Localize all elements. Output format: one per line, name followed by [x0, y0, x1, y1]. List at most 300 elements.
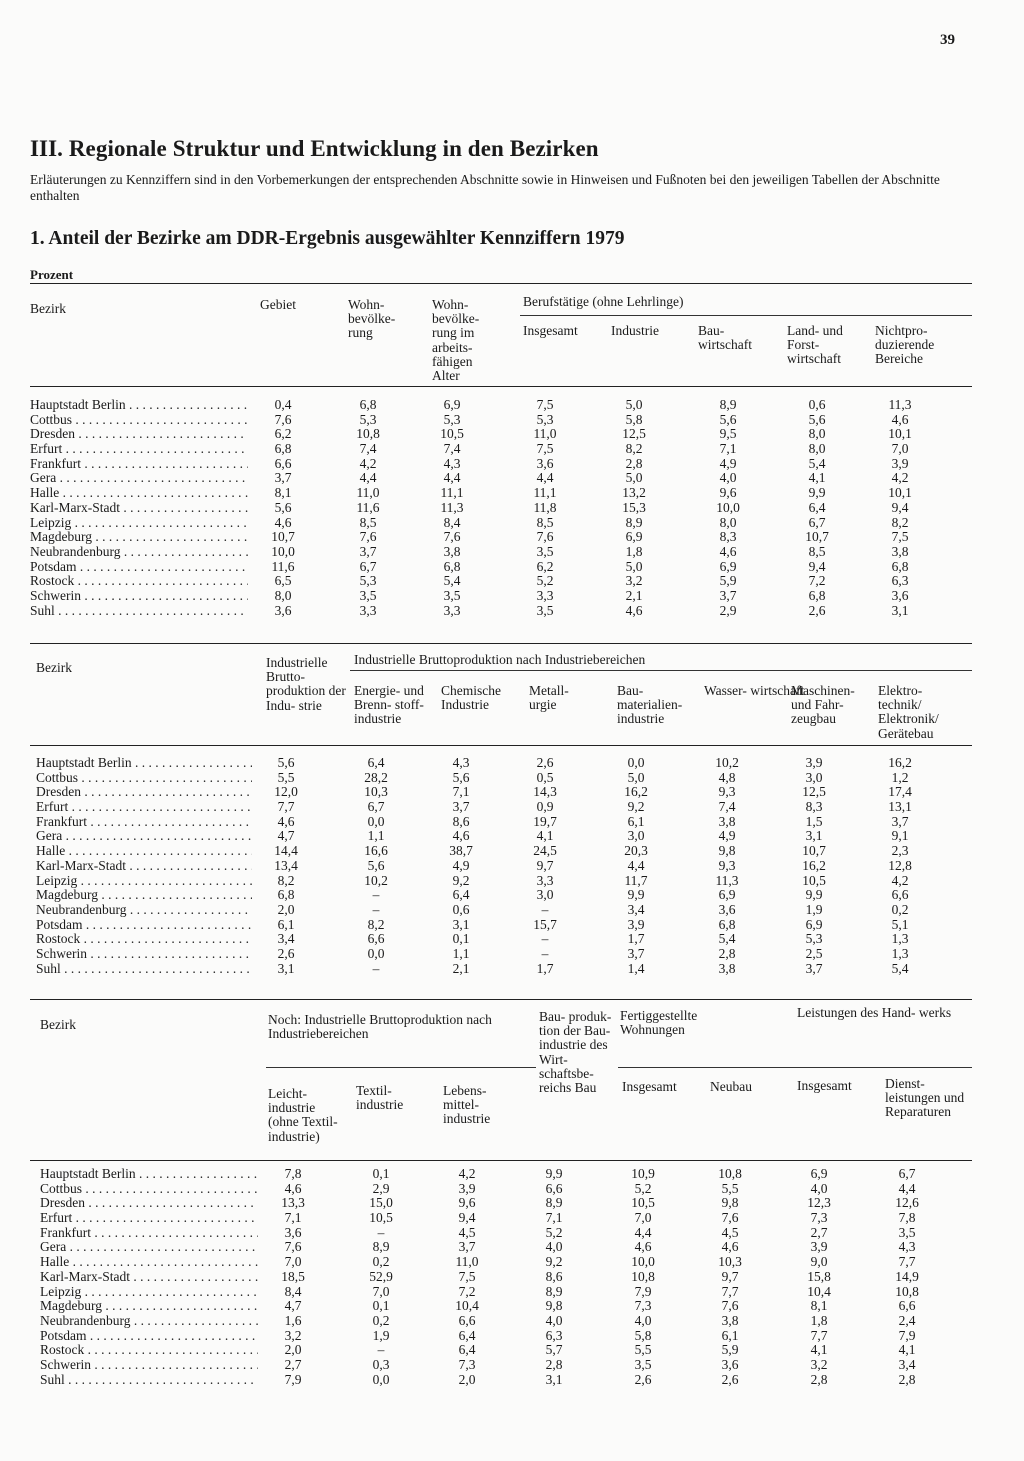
table-row [30, 457, 972, 472]
value-cell: 4,1 [536, 828, 554, 844]
value-cell: 15,0 [369, 1195, 393, 1211]
value-cell: 0,1 [452, 931, 470, 947]
value-cell: 6,9 [443, 397, 461, 412]
value-cell: 5,2 [536, 573, 554, 589]
value-cell: 9,3 [718, 784, 736, 800]
value-cell: 11,1 [533, 485, 557, 501]
bezirk-name: Erfurt . . . [36, 800, 252, 815]
value-cell: 9,4 [891, 499, 909, 515]
value-cell: 6,4 [452, 887, 470, 903]
table-row [30, 1329, 972, 1344]
value-cell: 10,8 [718, 1166, 742, 1181]
value-cell: 1,7 [536, 960, 554, 976]
value-cell: 3,2 [810, 1356, 828, 1372]
value-cell: 9,0 [810, 1254, 828, 1270]
table-row [30, 560, 972, 575]
value-cell: 3,5 [634, 1356, 652, 1372]
value-cell: 15,3 [622, 499, 646, 515]
value-cell: 3,9 [458, 1180, 476, 1196]
value-cell: 7,7 [721, 1283, 739, 1299]
value-cell: 4,4 [536, 470, 554, 486]
value-cell: 10,5 [802, 872, 826, 888]
value-cell: 4,0 [634, 1312, 652, 1328]
value-cell: 8,0 [274, 587, 292, 603]
bezirk-name: Rostock . . . [40, 1343, 258, 1358]
value-cell: 7,6 [443, 529, 461, 545]
value-cell: 3,1 [277, 960, 295, 976]
table-row [30, 962, 972, 977]
value-cell: 6,4 [458, 1342, 476, 1358]
value-cell: 0,6 [452, 901, 470, 917]
value-cell: 2,5 [805, 945, 823, 961]
value-cell: 18,5 [281, 1268, 305, 1284]
value-cell: 8,6 [545, 1268, 563, 1284]
value-cell: 12,0 [274, 784, 298, 800]
value-cell: 6,7 [808, 514, 826, 530]
value-cell: 3,0 [805, 769, 823, 785]
value-cell: 5,0 [625, 470, 643, 486]
column-header: Insgesamt [797, 1078, 852, 1093]
value-cell: 7,5 [536, 397, 554, 412]
table-row [30, 1373, 972, 1388]
table-row [30, 1240, 972, 1255]
value-cell: 0,0 [627, 755, 645, 770]
value-cell: 6,3 [545, 1327, 563, 1343]
value-cell: – [372, 901, 380, 917]
value-cell: 7,6 [721, 1298, 739, 1314]
column-header: Insgesamt [622, 1079, 677, 1094]
value-cell: 0,6 [808, 397, 826, 412]
value-cell: 4,9 [452, 857, 470, 873]
value-cell: 7,3 [810, 1210, 828, 1226]
value-cell: 4,3 [452, 755, 470, 770]
value-cell: 2,6 [721, 1371, 739, 1387]
value-cell: 4,0 [810, 1180, 828, 1196]
value-cell: 11,0 [533, 426, 557, 442]
value-cell: 52,9 [369, 1268, 393, 1284]
value-cell: 10,9 [631, 1166, 655, 1181]
column-header: Lebens- mittel- industrie [443, 1083, 491, 1127]
bezirk-name: Rostock . . . [36, 932, 252, 947]
value-cell: 10,0 [631, 1254, 655, 1270]
value-cell: 2,8 [898, 1371, 916, 1387]
value-cell: 10,1 [888, 426, 912, 442]
bezirk-name: Frankfurt . . . [40, 1226, 258, 1241]
value-cell: 9,9 [627, 887, 645, 903]
value-cell: 6,9 [718, 887, 736, 903]
value-cell: 4,6 [634, 1239, 652, 1255]
value-cell: 11,7 [624, 872, 648, 888]
value-cell: 1,3 [891, 931, 909, 947]
stub-header: Bezirk [30, 301, 66, 316]
value-cell: 16,2 [802, 857, 826, 873]
value-cell: 13,1 [888, 799, 912, 815]
value-cell: 3,7 [719, 587, 737, 603]
column-header: Energie- und Brenn- stoff- industrie [354, 683, 424, 727]
value-cell: 16,6 [364, 843, 388, 859]
value-cell: 9,3 [718, 857, 736, 873]
value-cell: 14,4 [274, 843, 298, 859]
bezirk-name: Hauptstadt Berlin . . . [36, 756, 252, 771]
bezirk-name: Frankfurt . . . [30, 457, 248, 472]
value-cell: 1,3 [891, 945, 909, 961]
value-cell: 7,1 [284, 1210, 302, 1226]
value-cell: 10,2 [364, 872, 388, 888]
value-cell: 20,3 [624, 843, 648, 859]
column-header: Elektro- technik/ Elektronik/ Gerätebau [878, 683, 939, 741]
value-cell: 2,1 [452, 960, 470, 976]
bezirk-name: Gera . . . [40, 1240, 258, 1255]
table-row [30, 903, 972, 918]
value-cell: 8,2 [891, 514, 909, 530]
value-cell: 10,7 [805, 529, 829, 545]
bezirk-name: Magdeburg . . . [30, 530, 248, 545]
column-header: Chemische Industrie [441, 683, 501, 713]
value-cell: 7,9 [634, 1283, 652, 1299]
value-cell: 4,7 [284, 1298, 302, 1314]
value-cell: 16,2 [888, 755, 912, 770]
value-cell: 9,8 [545, 1298, 563, 1314]
bezirk-name: Leipzig . . . [36, 874, 252, 889]
group-header: Industrielle Bruttoproduktion nach Industriebereichen [354, 652, 646, 667]
value-cell: 1,9 [372, 1327, 390, 1343]
value-cell: 10,0 [271, 543, 295, 559]
bezirk-name: Neubrandenburg . . . [36, 903, 252, 918]
value-cell: 4,2 [891, 470, 909, 486]
value-cell: 1,7 [627, 931, 645, 947]
value-cell: 7,6 [359, 529, 377, 545]
bezirk-name: Schwerin . . . [36, 947, 252, 962]
value-cell: 9,4 [808, 558, 826, 574]
value-cell: 5,7 [545, 1342, 563, 1358]
value-cell: 8,0 [808, 426, 826, 442]
value-cell: 5,1 [891, 916, 909, 932]
value-cell: 10,3 [718, 1254, 742, 1270]
value-cell: 10,5 [440, 426, 464, 442]
value-cell: 6,4 [808, 499, 826, 515]
bezirk-name: Potsdam . . . [30, 560, 248, 575]
value-cell: 4,9 [719, 455, 737, 471]
value-cell: 2,6 [277, 945, 295, 961]
bezirk-name: Hauptstadt Berlin . . . [30, 398, 248, 413]
value-cell: 5,4 [718, 931, 736, 947]
value-cell: 9,4 [458, 1210, 476, 1226]
value-cell: 3,7 [359, 543, 377, 559]
value-cell: 0,3 [372, 1356, 390, 1372]
value-cell: 24,5 [533, 843, 557, 859]
value-cell: 5,3 [359, 573, 377, 589]
value-cell: 3,5 [536, 602, 554, 618]
value-cell: 3,7 [274, 470, 292, 486]
value-cell: 0,0 [367, 813, 385, 829]
value-cell: 6,8 [808, 587, 826, 603]
table-row [30, 604, 972, 619]
value-cell: 8,5 [808, 543, 826, 559]
bezirk-name: Suhl . . . [30, 604, 248, 619]
value-cell: 3,2 [625, 573, 643, 589]
value-cell: 4,6 [277, 813, 295, 829]
value-cell: 7,0 [891, 441, 909, 457]
group-header: Fertiggestellte Wohnungen [620, 1008, 698, 1038]
value-cell: 6,9 [719, 558, 737, 574]
table-row [30, 844, 972, 859]
value-cell: 6,8 [274, 441, 292, 457]
value-cell: 10,7 [802, 843, 826, 859]
column-header: Bau- materialien- industrie [617, 683, 683, 727]
column-header: Insgesamt [523, 323, 578, 338]
group-header: Noch: Industrielle Bruttoproduktion nach Industriebereichen [268, 1012, 492, 1042]
value-cell: 3,4 [898, 1356, 916, 1372]
value-cell: 3,1 [891, 602, 909, 618]
table-row [30, 442, 972, 457]
value-cell: 7,3 [458, 1356, 476, 1372]
table-row [30, 1167, 972, 1182]
value-cell: 9,2 [545, 1254, 563, 1270]
value-cell: 4,2 [359, 455, 377, 471]
value-cell: 5,0 [625, 397, 643, 412]
unit-label: Prozent [30, 267, 74, 282]
table-row [30, 1314, 972, 1329]
value-cell: 10,1 [888, 485, 912, 501]
value-cell: 8,9 [372, 1239, 390, 1255]
value-cell: 3,9 [627, 916, 645, 932]
bezirk-name: Halle . . . [36, 844, 252, 859]
table-row [30, 471, 972, 486]
value-cell: 5,2 [634, 1180, 652, 1196]
value-cell: – [541, 945, 549, 961]
value-cell: 7,1 [719, 441, 737, 457]
value-cell: 11,0 [356, 485, 380, 501]
value-cell: 11,3 [440, 499, 464, 515]
bezirk-name: Dresden . . . [36, 785, 252, 800]
value-cell: 3,8 [721, 1312, 739, 1328]
table-row [30, 427, 972, 442]
value-cell: 6,6 [458, 1312, 476, 1328]
value-cell: 7,6 [274, 411, 292, 427]
value-cell: 3,7 [458, 1239, 476, 1255]
value-cell: 6,8 [359, 397, 377, 412]
value-cell: 12,5 [622, 426, 646, 442]
value-cell: 5,4 [443, 573, 461, 589]
value-cell: 3,5 [359, 587, 377, 603]
bezirk-name: Gera . . . [30, 471, 248, 486]
table-row [30, 874, 972, 889]
value-cell: 5,3 [359, 411, 377, 427]
value-cell: 8,5 [359, 514, 377, 530]
value-cell: 4,5 [721, 1224, 739, 1240]
value-cell: 6,6 [545, 1180, 563, 1196]
value-cell: 6,7 [898, 1166, 916, 1181]
value-cell: 4,8 [718, 769, 736, 785]
value-cell: 9,9 [808, 485, 826, 501]
value-cell: 13,4 [274, 857, 298, 873]
table-row [30, 888, 972, 903]
value-cell: 10,2 [715, 755, 739, 770]
value-cell: 9,1 [891, 828, 909, 844]
bezirk-name: Neubrandenburg . . . [30, 545, 248, 560]
value-cell: 11,1 [440, 485, 464, 501]
value-cell: 1,8 [625, 543, 643, 559]
value-cell: 3,9 [805, 755, 823, 770]
column-header: Maschinen- und Fahr- zeugbau [791, 683, 855, 727]
bezirk-name: Karl-Marx-Stadt . . . [36, 859, 252, 874]
bezirk-name: Magdeburg . . . [36, 888, 252, 903]
value-cell: 1,8 [810, 1312, 828, 1328]
value-cell: – [541, 931, 549, 947]
value-cell: 15,7 [533, 916, 557, 932]
table-row [30, 1285, 972, 1300]
value-cell: 6,6 [274, 455, 292, 471]
table-row [30, 947, 972, 962]
value-cell: 8,4 [443, 514, 461, 530]
value-cell: 6,6 [367, 931, 385, 947]
bezirk-name: Frankfurt . . . [36, 815, 252, 830]
value-cell: 9,5 [719, 426, 737, 442]
table-row [30, 1196, 972, 1211]
value-cell: 14,3 [533, 784, 557, 800]
value-cell: 2,0 [277, 901, 295, 917]
table-row [30, 1270, 972, 1285]
bezirk-name: Cottbus . . . [30, 413, 248, 428]
value-cell: 16,2 [624, 784, 648, 800]
value-cell: 3,6 [536, 455, 554, 471]
value-cell: 7,9 [898, 1327, 916, 1343]
value-cell: – [377, 1342, 385, 1358]
value-cell: 3,8 [718, 960, 736, 976]
value-cell: 4,3 [443, 455, 461, 471]
value-cell: 19,7 [533, 813, 557, 829]
value-cell: 8,3 [719, 529, 737, 545]
value-cell: 9,8 [721, 1195, 739, 1211]
value-cell: 2,8 [718, 945, 736, 961]
value-cell: 4,9 [718, 828, 736, 844]
value-cell: 0,9 [536, 799, 554, 815]
table-row [30, 486, 972, 501]
value-cell: 2,3 [891, 843, 909, 859]
bezirk-name: Schwerin . . . [40, 1358, 258, 1373]
value-cell: 6,4 [367, 755, 385, 770]
value-cell: 8,9 [545, 1195, 563, 1211]
bezirk-name: Halle . . . [30, 486, 248, 501]
table-row [30, 800, 972, 815]
value-cell: 5,3 [536, 411, 554, 427]
table-row [30, 932, 972, 947]
intro-text: Erläuterungen zu Kennziffern sind in den Vorbemerkungen der entsprechenden Abschnitte sowie in Hinweisen und Fußnoten bei den jeweiligen Tabellen der Abschnitte enthalten [30, 172, 940, 203]
column-header: Wohn- bevölke- rung im arbeits- fähigen Alter [432, 297, 480, 384]
page-number: 39 [940, 32, 955, 48]
value-cell: 5,6 [274, 499, 292, 515]
value-cell: 7,5 [891, 529, 909, 545]
value-cell: 28,2 [364, 769, 388, 785]
value-cell: 10,7 [271, 529, 295, 545]
value-cell: 11,3 [888, 397, 912, 412]
value-cell: 0,0 [372, 1371, 390, 1387]
column-header: Land- und Forst- wirtschaft [787, 323, 843, 367]
table-section-1 [30, 283, 972, 628]
value-cell: 2,8 [545, 1356, 563, 1372]
value-cell: 0,2 [891, 901, 909, 917]
value-cell: 3,7 [805, 960, 823, 976]
value-cell: 4,2 [891, 872, 909, 888]
value-cell: 7,1 [452, 784, 470, 800]
table-body [30, 756, 972, 976]
value-cell: 2,6 [634, 1371, 652, 1387]
table-row [30, 771, 972, 786]
column-header: Industrielle Brutto- produktion der Indu- strie [266, 655, 346, 713]
value-cell: 6,1 [627, 813, 645, 829]
value-cell: 12,3 [807, 1195, 831, 1211]
value-cell: 7,6 [536, 529, 554, 545]
value-cell: 4,4 [359, 470, 377, 486]
value-cell: – [541, 901, 549, 917]
value-cell: 4,6 [719, 543, 737, 559]
value-cell: 10,8 [631, 1268, 655, 1284]
value-cell: 7,8 [898, 1210, 916, 1226]
value-cell: 5,3 [805, 931, 823, 947]
table-row [30, 501, 972, 516]
bezirk-name: Potsdam . . . [36, 918, 252, 933]
value-cell: 38,7 [449, 843, 473, 859]
value-cell: 0,1 [372, 1166, 390, 1181]
table-row [30, 859, 972, 874]
value-cell: 4,4 [898, 1180, 916, 1196]
value-cell: 6,2 [536, 558, 554, 574]
value-cell: 5,9 [721, 1342, 739, 1358]
table-row [30, 785, 972, 800]
value-cell: 15,8 [807, 1268, 831, 1284]
value-cell: 7,7 [898, 1254, 916, 1270]
value-cell: 9,9 [805, 887, 823, 903]
column-header: Metall- urgie [529, 683, 569, 713]
bezirk-name: Schwerin . . . [30, 589, 248, 604]
table-row [30, 398, 972, 413]
value-cell: 9,9 [545, 1166, 563, 1181]
value-cell: 9,7 [536, 857, 554, 873]
value-cell: 5,6 [719, 411, 737, 427]
value-cell: 8,9 [625, 514, 643, 530]
value-cell: 7,8 [284, 1166, 302, 1181]
bezirk-name: Cottbus . . . [40, 1182, 258, 1197]
value-cell: 6,5 [274, 573, 292, 589]
value-cell: 0,2 [372, 1312, 390, 1328]
value-cell: 8,9 [719, 397, 737, 412]
bezirk-name: Neubrandenburg . . . [40, 1314, 258, 1329]
bezirk-name: Gera . . . [36, 829, 252, 844]
value-cell: 3,6 [274, 602, 292, 618]
value-cell: 1,1 [367, 828, 385, 844]
value-cell: 6,9 [625, 529, 643, 545]
value-cell: 3,3 [536, 587, 554, 603]
value-cell: 2,9 [372, 1180, 390, 1196]
value-cell: 9,6 [458, 1195, 476, 1211]
value-cell: 8,0 [808, 441, 826, 457]
column-header: Leicht- industrie (ohne Textil- industrie) [268, 1086, 338, 1144]
value-cell: 3,0 [536, 887, 554, 903]
column-header: Dienst- leistungen und Reparaturen [885, 1076, 965, 1120]
value-cell: 3,7 [891, 813, 909, 829]
bezirk-name: Karl-Marx-Stadt . . . [40, 1270, 258, 1285]
bezirk-name: Karl-Marx-Stadt . . . [30, 501, 248, 516]
column-header: Gebiet [260, 297, 296, 312]
value-cell: 5,6 [452, 769, 470, 785]
page-title: III. Regionale Struktur und Entwicklung in den Bezirken [30, 136, 599, 161]
value-cell: 3,5 [443, 587, 461, 603]
value-cell: 3,0 [627, 828, 645, 844]
value-cell: 0,0 [367, 945, 385, 961]
value-cell: 5,4 [808, 455, 826, 471]
value-cell: – [372, 960, 380, 976]
bezirk-name: Erfurt . . . [40, 1211, 258, 1226]
